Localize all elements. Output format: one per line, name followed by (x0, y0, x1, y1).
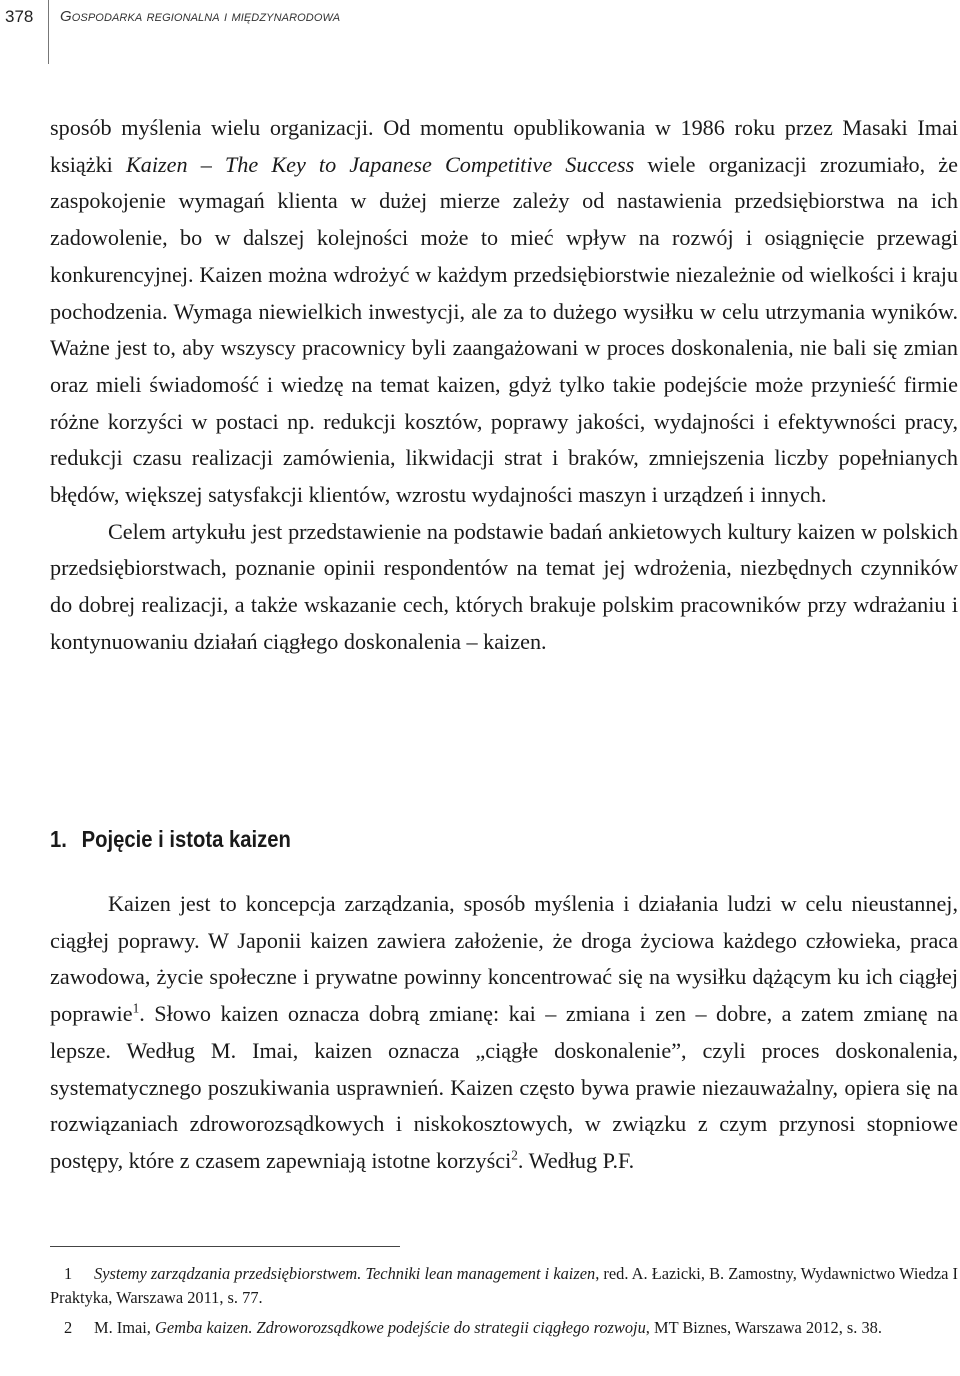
footnote-title: Systemy zarządzania przedsiębiorstwem. Techniki lean management i kaizen (94, 1264, 596, 1283)
section-text (50, 886, 958, 1180)
journal-title: Gospodarka regionalna i międzynarodowa (60, 8, 341, 25)
footnote-title: Gemba kaizen. Zdroworozsądkowe podejście do strategii ciągłego rozwoju (155, 1318, 646, 1337)
section-number: 1. (50, 826, 67, 852)
footnote (50, 1316, 958, 1340)
paragraph-text: Kaizen jest to koncepcja zarządzania, sposób myślenia i działania ludzi w celu nieustannej, ciągłej poprawy. W Japonii kaizen zawiera założenie, że droga życiowa każdego człowieka, praca zawodowa, życie społeczne i prywatne powinny koncentrować się na wysiłku dążącym ku ich ciągłej poprawie (50, 891, 958, 1027)
footnote-mark: 1 (64, 1264, 73, 1283)
book-title: Kaizen – The Key to Japanese Competitive Success (125, 151, 635, 177)
footnote-text: , MT Biznes, Warszawa 2012, s. 38. (645, 1318, 882, 1337)
footnote (50, 1262, 958, 1310)
paragraph (50, 886, 958, 1180)
footnotes (50, 1262, 958, 1346)
footnote-ref[interactable]: 1 (132, 1000, 140, 1016)
footnote-author: M. Imai, (94, 1318, 156, 1337)
footnote-ref[interactable]: 2 (511, 1147, 518, 1163)
footnote-text: , red. A. Łazicki, B. Zamostny, Wydawnictwo Wiedza I Praktyka, Warszawa 2011, s. 77. (50, 1264, 959, 1307)
section-heading (50, 826, 291, 853)
paragraph-text: sposób myślenia wielu organizacji. Od momentu opublikowania w 1986 roku przez Masaki Imai książki (50, 115, 958, 177)
paragraph-text: . Według P.F. (517, 1147, 635, 1173)
paragraph (50, 110, 958, 514)
page-number: 378 (5, 7, 34, 26)
running-header (0, 0, 960, 64)
intro-text (50, 110, 958, 661)
section-title: Pojęcie i istota kaizen (81, 826, 291, 852)
paragraph: Celem artykułu jest przedstawienie na podstawie badań ankietowych kultury kaizen w polskich przedsiębiorstwach, poznanie opinii respondentów na temat jej wdrożenia, niezbędnych czynników do dobrej realizacji, a także wskazanie cech, których brakuje polskim pracowników przy wdrażaniu i kontynuowaniu działań ciągłego doskonalenia – kaizen. (50, 518, 958, 654)
footnote-divider (50, 1246, 400, 1247)
header-divider (48, 0, 49, 64)
paragraph-text: wiele organizacji zrozumiało, że zaspokojenie wymagań klienta w dużej mierze zależy od nastawienia przedsiębiorstwa na ich zadowolenie, bo w dalszej kolejności może to mieć wpływ na rozwój i osiągnięcie przewagi konkurencyjnej. Kaizen można wdrożyć w każdym przedsiębiorstwie niezależnie od wielkości i kraju pochodzenia. Wymaga niewielkich inwestycji, ale za to dużego wysiłku w celu utrzymania wyników. Ważne jest to, aby wszyscy pracownicy byli zaangażowani w proces doskonalenia, nie bali się zmian oraz mieli świadomość i wiedzę na temat kaizen, gdyż tylko takie podejście może przynieść firmie różne korzyści w postaci np. redukcji kosztów, poprawy jakości, wydajności i efektywności pracy, redukcji czasu realizacji zamówienia, likwidacji strat i braków, zmniejszenia liczby popełnianych błędów, większej satysfakcji klientów, wzrostu wydajności maszyn i urządzeń i innych. (50, 151, 958, 508)
paragraph-text: . Słowo kaizen oznacza dobrą zmianę: kai – zmiana i zen – dobre, a zatem zmianę na lepsze. Według M. Imai, kaizen oznacza „ciągłe doskonalenie”, czyli proces doskonalenia, systematycznego poszukiwania usprawnień. Kaizen często bywa prawie niezauważalny, opiera się na rozwiązaniach zdroworozsądkowych i niskokosztowych, w związku z czym przynosi stopniowe postępy, które z czasem zapewniają istotne korzyści (50, 1001, 958, 1173)
footnote-mark: 2 (64, 1318, 73, 1337)
